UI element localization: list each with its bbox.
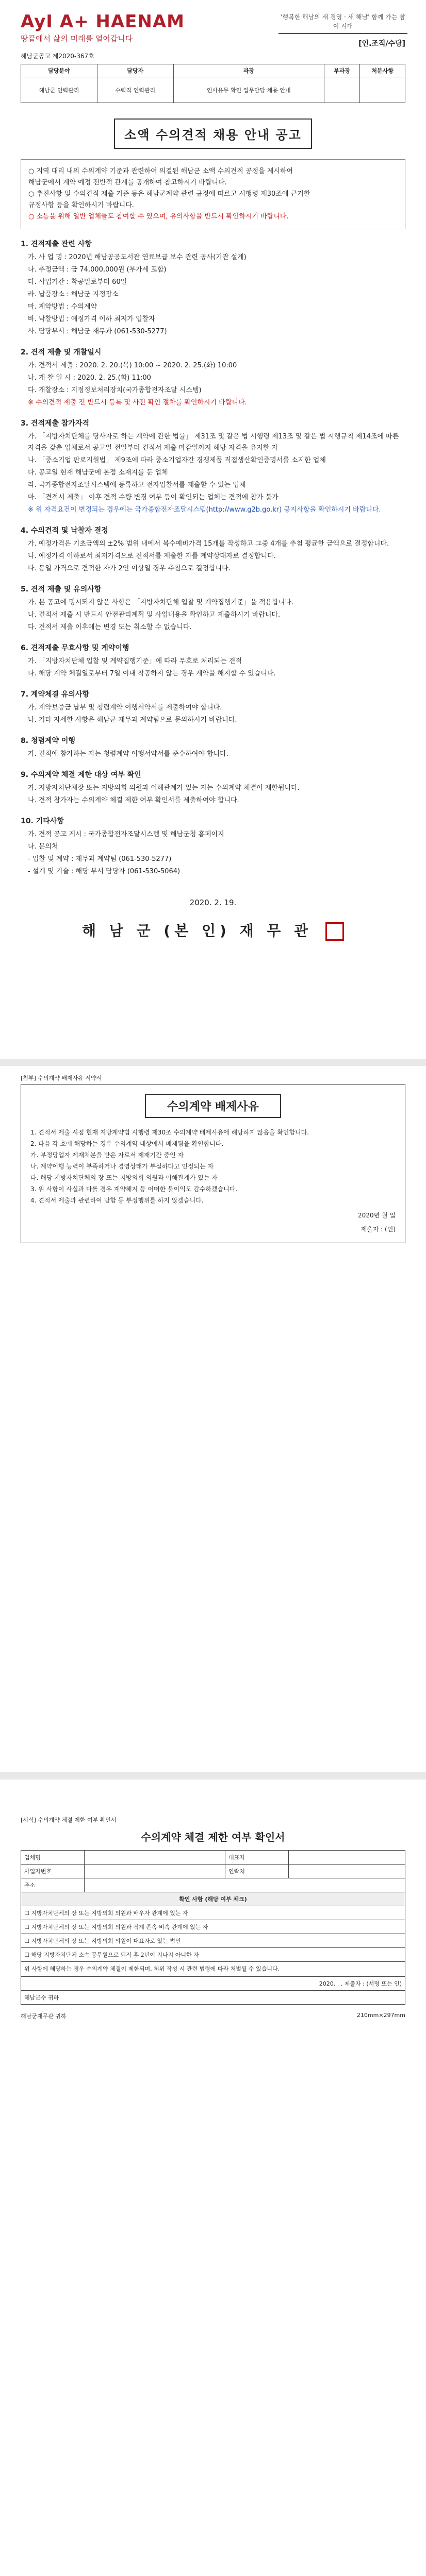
- slogan: [278, 12, 407, 34]
- notice-section: [21, 689, 405, 726]
- approval-cell: 수력직 인력관리: [97, 77, 173, 103]
- logo-main: AyI A+ HAENAM: [21, 11, 185, 32]
- form-input-bizno[interactable]: [85, 1865, 225, 1878]
- section-item: 나. 견적서 제출 시 반드시 안전관리계획 및 사업내용을 확인하고 제출하시기 바랍니다.: [28, 611, 281, 619]
- form-cell: 대표자: [225, 1851, 289, 1865]
- applicant-table: [21, 1850, 405, 2005]
- intro-line: 규정사항 등을 확인하시기 바랍니다.: [28, 201, 134, 209]
- pledge-box: [21, 1084, 405, 1243]
- page-separator: [0, 1772, 426, 1780]
- section-item: 나. 기타 자세한 사항은 해남군 재무과 계약팀으로 문의하시기 바랍니다.: [28, 716, 237, 724]
- form-note: 위 사항에 해당하는 경우 수의계약 체결이 제한되며, 허위 작성 시 관련 법령에 따라 처벌될 수 있습니다.: [21, 1962, 405, 1977]
- footer-left: 해남군재무관 귀하: [21, 2013, 67, 2020]
- section-heading: 3. 견적제출 참가자격: [21, 419, 89, 428]
- section-heading: 2. 견적 제출 및 개찰일시: [21, 348, 102, 357]
- approval-cell: [360, 77, 405, 103]
- notice-section: [21, 735, 405, 760]
- form-input-address[interactable]: [85, 1878, 405, 1892]
- notice-section: [21, 239, 405, 337]
- section-item: 가. 예정가격은 기초금액의 ±2% 범위 내에서 복수예비가격 15개를 작성하고 그중 4개를 추첨 평균한 금액으로 결정합니다.: [28, 540, 389, 548]
- section-item: 나. 견적 참가자는 수의계약 체결 제한 여부 확인서를 제출하여야 합니다.: [28, 796, 239, 804]
- section-item: 가. 견적에 참가하는 자는 청렴계약 이행서약서를 준수하여야 합니다.: [28, 750, 228, 758]
- section-item: 가. 「지방자치단체 입찰 및 계약집행기준」에 따라 무효로 처리되는 견적: [28, 657, 242, 665]
- notice-section: [21, 347, 405, 409]
- pledge-label: [첨부] 수의계약 배제사유 서약서: [21, 1075, 102, 1081]
- section-item: 사. 담당부서 : 해남군 재무과 (061-530-5277): [28, 328, 167, 335]
- pledge-sign-label: 제출자 : (인): [361, 1226, 396, 1233]
- notice-section: [21, 816, 405, 877]
- approval-table: [21, 64, 405, 103]
- section-item: 나. 추정금액 : 금 74,000,000원 (부가세 포함): [28, 266, 167, 274]
- section-item: 가. 사 업 명 : 2020년 해남공공도서관 연료보급 보수 관련 공사(기관 설계): [28, 253, 247, 261]
- notice-sections: [21, 239, 405, 877]
- notice-section: [21, 418, 405, 516]
- signer-name: 해 남 군 (본 인) 재 무 관: [82, 922, 313, 939]
- section-item: 바. 낙찰방법 : 예정가격 이하 최저가 입찰자: [28, 315, 155, 323]
- page-separator: [0, 1059, 426, 1066]
- pledge-sign-date: 2020년 월 일: [358, 1212, 396, 1219]
- approval-header: 담당분야: [21, 64, 97, 77]
- section-heading: 7. 계약체결 유의사항: [21, 690, 89, 699]
- check-item: ☐ 지방자치단체의 장 또는 지방의회 의원이 대표자로 있는 법인: [21, 1934, 405, 1948]
- intro-box: [21, 159, 405, 229]
- check-item-text: 지방자치단체의 장 또는 지방의회 의원이 대표자로 있는 법인: [31, 1938, 181, 1944]
- logo-sub: 땅끝에서 삶의 미래를 열어갑니다: [21, 34, 133, 43]
- pledge-line: 4. 견적서 제출과 관련하여 담합 등 부정행위를 하지 않겠습니다.: [30, 1197, 204, 1204]
- section-heading: 4. 수의견적 및 낙찰자 결정: [21, 527, 108, 535]
- approval-header: 담당자: [97, 64, 173, 77]
- form-sign: 2020. . . 제출자 : (서명 또는 인): [21, 1977, 405, 1991]
- section-item: 가. 계약보증금 납부 및 청렴계약 이행서약서를 제출하여야 합니다.: [28, 704, 222, 711]
- approval-header: 과장: [173, 64, 324, 77]
- section-heading: 1. 견적제출 관련 사항: [21, 240, 92, 248]
- section-item: 나. 개 찰 일 시 : 2020. 2. 25.(화) 11:00: [28, 374, 151, 382]
- approval-cell: [324, 77, 360, 103]
- pledge-line: 다. 해당 지방자치단체의 장 또는 지방의회 의원과 이해관계가 있는 자: [30, 1174, 218, 1181]
- form-title: 수의계약 체결 제한 여부 확인서: [141, 1831, 285, 1843]
- form-input-ceo[interactable]: [289, 1851, 405, 1865]
- section-item: 가. 견적서 제출 : 2020. 2. 20.(목) 10:00 ~ 2020. 2. 25.(화) 10:00: [28, 362, 237, 369]
- form-page: [0, 1814, 426, 2576]
- check-item: ☐ 지방자치단체의 장 또는 지방의회 의원과 배우자 관계에 있는 자: [21, 1906, 405, 1920]
- intro-line: ○ 추진사항 및 수의견적 제출 기준 등은 해남군계약 관련 규정에 따르고 시행령 제30조에 근거한: [28, 190, 310, 198]
- notice-section: [21, 769, 405, 806]
- section-item: 라. 국가종합전자조달시스템에 등록하고 전자입찰서를 제출할 수 있는 업체: [28, 481, 246, 489]
- section-item: 나. 문의처: [28, 843, 58, 851]
- pledge-line: 3. 위 사항이 사실과 다를 경우 계약해지 등 어떠한 불이익도 감수하겠습니다.: [30, 1185, 238, 1193]
- check-item: ☐ 해당 지방자치단체 소속 공무원으로 퇴직 후 2년이 지나지 아니한 자: [21, 1948, 405, 1962]
- check-header: 확인 사항 (해당 여부 체크): [21, 1892, 405, 1906]
- section-item: 다. 견적서 제출 이후에는 변경 또는 취소할 수 없습니다.: [28, 623, 192, 631]
- section-heading: 8. 청렴계약 이행: [21, 737, 75, 745]
- notice-section: [21, 584, 405, 633]
- section-item: 마. 계약방법 : 수의계약: [28, 303, 97, 311]
- pledge-line: 1. 견적서 제출 시점 현재 지방계약법 시행령 제30조 수의계약 배제사유에 해당하지 않음을 확인합니다.: [30, 1129, 309, 1136]
- section-item: 다. 개찰장소 : 지정정보처리장치(국가종합전자조달 시스템): [28, 386, 202, 394]
- section-item: 가. 견적 공고 게시 : 국가종합전자조달시스템 및 해남군청 홈페이지: [28, 831, 224, 838]
- notice-header: [0, 0, 426, 62]
- haenam-logo: [21, 11, 185, 44]
- section-note: ※ 위 자격요건이 변경되는 경우에는 국가종합전자조달시스템(http://www.g2b.go.kr) 공지사항을 확인하시기 바랍니다.: [28, 506, 381, 514]
- section-item: 다. 사업기간 : 착공일로부터 60일: [28, 278, 127, 286]
- section-item: 가. 「지방자치단체를 당사자로 하는 계약에 관한 법률」 제31조 및 같은 법 시행령 제13조 및 같은 법 시행규칙 제14조에 따른 자격을 갖춘 업체로서 공고일 전일부터 견적서 제출 마감일까지 해당 자격을 유지한 자: [28, 433, 399, 452]
- form-input-company[interactable]: [85, 1851, 225, 1865]
- section-heading: 5. 견적 제출 및 유의사항: [21, 585, 102, 594]
- check-item: ☐ 지방자치단체의 장 또는 지방의회 의원과 직계 존속·비속 관계에 있는 자: [21, 1920, 405, 1934]
- check-item-text: 해당 지방자치단체 소속 공무원으로 퇴직 후 2년이 지나지 아니한 자: [31, 1952, 199, 1958]
- form-cell: 주소: [21, 1878, 85, 1892]
- section-item: 다. 공고일 현재 해남군에 본점 소재지를 둔 업체: [28, 469, 168, 477]
- intro-warning: ○ 소통을 위해 일반 업체들도 참여할 수 있으며, 유의사항을 반드시 확인하시기 바랍니다.: [28, 213, 289, 221]
- section-heading: 6. 견적제출 무효사항 및 계약이행: [21, 644, 129, 652]
- notice-number: 해남군공고 제2020-367호: [21, 53, 94, 60]
- slogan-line-1: '행복한 해남의 새 경영 · 새 해남' 함께 가는 참여 시대: [278, 12, 407, 34]
- form-cell: 연락처: [225, 1865, 289, 1878]
- section-item: 나. 해당 계약 체결일로부터 7일 이내 착공하지 않는 경우 계약을 해지할 수 있습니다.: [28, 670, 276, 677]
- official-seal: [325, 922, 344, 941]
- pledge-page: [0, 1072, 426, 1484]
- category-label: [인.조직/수당]: [358, 40, 405, 48]
- section-item: 나. 「중소기업 판로지원법」 제9조에 따라 중소기업자간 경쟁제품 직접생산확인증명서를 소지한 업체: [28, 456, 326, 464]
- section-item: - 설계 및 기술 : 해당 부서 담당자 (061-530-5064): [28, 868, 181, 875]
- form-footer: [21, 2012, 405, 2020]
- form-cell: 업체명: [21, 1851, 85, 1865]
- approval-header: 부과장: [324, 64, 360, 77]
- check-item-text: 지방자치단체의 장 또는 지방의회 의원과 직계 존속·비속 관계에 있는 자: [31, 1924, 208, 1930]
- section-item: 라. 납품장소 : 해남군 지정장소: [28, 291, 119, 298]
- section-warning: ※ 수의견적 제출 전 반드시 등록 및 사전 확인 절차를 확인하시기 바랍니다.: [28, 399, 247, 406]
- form-label: [서식] 수의계약 체결 제한 여부 확인서: [21, 1817, 117, 1823]
- section-item: 가. 지방자치단체장 또는 지방의회 의원과 이해관계가 있는 자는 수의계약 체결이 제한됩니다.: [28, 784, 300, 792]
- notice-date: 2020. 2. 19.: [189, 898, 237, 907]
- form-input-phone[interactable]: [289, 1865, 405, 1878]
- section-item: 마. 「견적서 제출」 이후 견적 수량 변경 여부 등이 확인되는 업체는 견적에 참가 불가: [28, 494, 278, 501]
- pledge-title: 수의계약 배제사유: [145, 1094, 281, 1118]
- section-heading: 9. 수의계약 체결 제한 대상 여부 확인: [21, 771, 141, 779]
- section-item: - 입찰 및 계약 : 재무과 계약팀 (061-530-5277): [28, 855, 172, 863]
- notice-signer: [21, 920, 405, 941]
- form-addressee: 해남군수 귀하: [21, 1991, 405, 2005]
- check-item-text: 지방자치단체의 장 또는 지방의회 의원과 배우자 관계에 있는 자: [31, 1910, 188, 1917]
- pledge-line: 나. 계약이행 능력이 부족하거나 경영상태가 부실하다고 인정되는 자: [30, 1163, 214, 1170]
- notice-section: [21, 525, 405, 574]
- approval-cell: 해남군 인력관리: [21, 77, 97, 103]
- footer-right: 210mm×297mm: [356, 2012, 405, 2019]
- notice-section: [21, 642, 405, 680]
- section-item: 가. 본 공고에 명시되지 않은 사항은 「지방자치단체 입찰 및 계약집행기준」을 적용합니다.: [28, 599, 294, 606]
- intro-line: ○ 지역 대리 내의 수의계약 기준과 관련하여 의결된 해남군 소액 수의견적 공정을 제시하여: [28, 167, 293, 175]
- approval-header: 처분사항: [360, 64, 405, 77]
- section-item: 다. 동일 가격으로 견적한 자가 2인 이상일 경우 추첨으로 결정합니다.: [28, 565, 231, 572]
- form-cell: 사업자번호: [21, 1865, 85, 1878]
- notice-page: [0, 0, 426, 1051]
- approval-cell: 인사유무 확인 업무담당 채용 안내: [173, 77, 324, 103]
- section-item: 나. 예정가격 이하로서 최저가격으로 견적서를 제출한 자를 계약상대자로 결정합니다.: [28, 552, 276, 560]
- pledge-line: 가. 부정당업자 제재처분을 받은 자로서 제재기간 중인 자: [30, 1151, 184, 1159]
- intro-line: 해남군에서 계약 예정 전반적 관계를 공개하여 참고하시기 바랍니다.: [28, 179, 227, 187]
- pledge-line: 2. 다음 각 호에 해당하는 경우 수의계약 대상에서 배제됨을 확인합니다.: [30, 1140, 224, 1147]
- notice-title: 소액 수의견적 채용 안내 공고: [114, 118, 312, 149]
- section-heading: 10. 기타사항: [21, 817, 64, 825]
